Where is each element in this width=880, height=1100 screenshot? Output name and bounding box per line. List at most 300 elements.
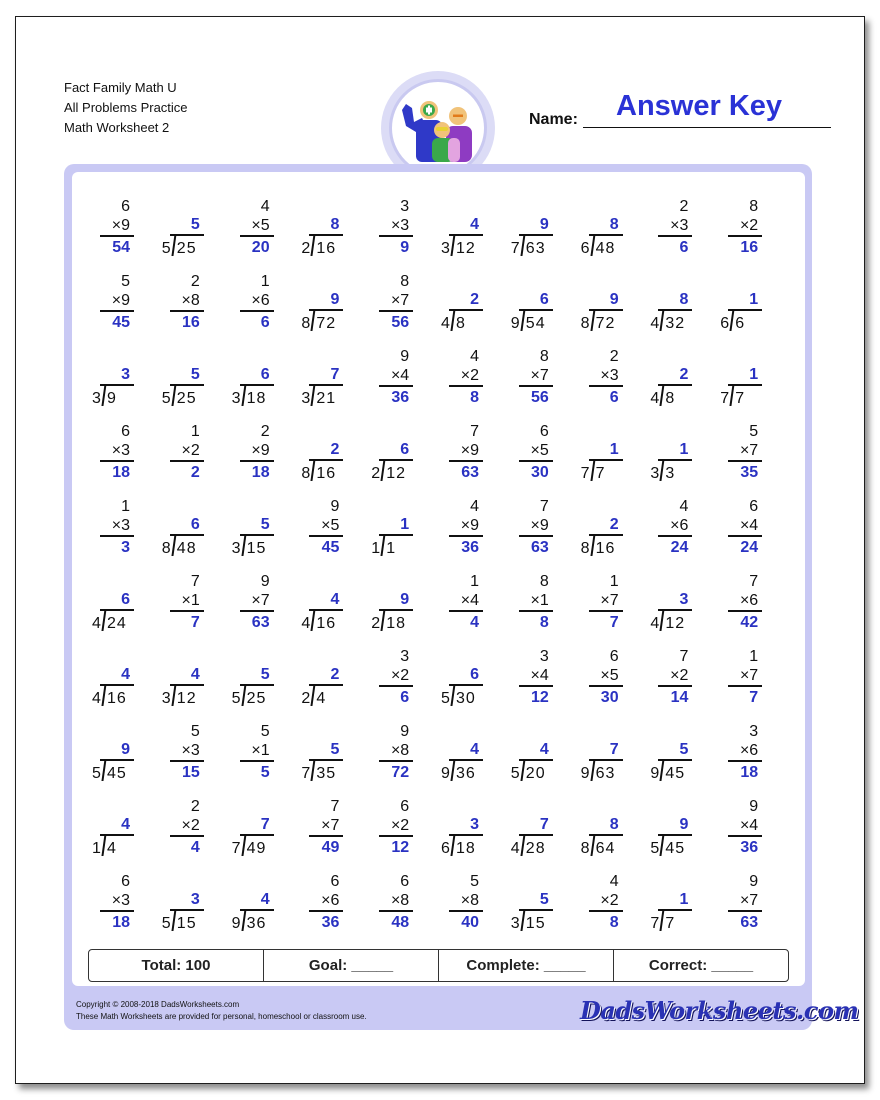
problem-cell: [425, 247, 495, 332]
answer-key-label: Answer Key: [616, 90, 783, 122]
answer: 36: [321, 914, 340, 931]
answer-line: [170, 310, 204, 312]
factor-b: [112, 291, 130, 310]
answer: 6: [609, 389, 619, 406]
divisor: 7: [650, 915, 660, 932]
problem-cell: [216, 847, 286, 932]
problem-cell: [216, 322, 286, 407]
answer-line: [728, 760, 762, 762]
problem-cell: [216, 547, 286, 631]
factor-a: 9: [749, 798, 759, 815]
quotient-answer: 3: [190, 891, 200, 908]
dividend: 9: [107, 390, 117, 407]
factor-b-value: 7: [609, 592, 619, 609]
problem-cell: [565, 172, 635, 257]
answer-line: [170, 610, 204, 612]
times-sign: ×: [181, 292, 191, 309]
dividend: 36: [456, 765, 476, 782]
divisor: 3: [441, 240, 450, 257]
family-icon: [392, 82, 484, 174]
factor-b-value: 8: [190, 292, 200, 309]
problem-cell: [704, 622, 774, 706]
quotient-answer: 6: [400, 441, 410, 458]
divisor: 4: [301, 615, 311, 632]
times-sign: ×: [530, 517, 540, 534]
factor-a: 6: [121, 873, 130, 890]
answer: 45: [112, 314, 130, 331]
divisor: 8: [580, 540, 590, 557]
answer-line: [519, 610, 553, 612]
factor-b-value: 5: [330, 517, 340, 534]
factor-b-value: 7: [539, 367, 549, 384]
quotient-answer: 6: [539, 291, 549, 308]
complete-field[interactable]: Complete: _____: [439, 950, 614, 981]
problem-cell: [495, 622, 565, 706]
factor-b-value: 1: [190, 592, 200, 609]
problem-cell: [425, 472, 495, 556]
factor-b-value: 6: [749, 592, 759, 609]
times-sign: ×: [111, 517, 122, 534]
answer: 4: [190, 839, 200, 856]
factor-b: [251, 291, 269, 310]
quotient-answer: 4: [330, 591, 340, 608]
divisor: 4: [92, 615, 101, 632]
division-bracket: [241, 909, 246, 931]
times-sign: ×: [390, 892, 401, 909]
problem-cell: [216, 772, 286, 857]
problem-cell: [495, 172, 565, 257]
correct-field[interactable]: Correct: _____: [648, 957, 754, 974]
answer: 56: [391, 314, 410, 331]
quotient-answer: 7: [609, 741, 619, 758]
factor-b: [112, 216, 130, 235]
factor-b-value: 2: [400, 667, 410, 684]
goal-field[interactable]: Goal: _____: [264, 950, 439, 981]
answer: 35: [740, 464, 759, 481]
factor-a: 8: [539, 573, 549, 590]
quotient-answer: 1: [749, 366, 759, 383]
answer: 6: [679, 239, 689, 256]
factor-a: 1: [609, 573, 619, 590]
dividend: 18: [456, 840, 476, 857]
problem-cell: [565, 472, 635, 557]
answer: 12: [391, 839, 410, 856]
answer-line: [728, 460, 762, 462]
divisor: 8: [580, 840, 590, 857]
answer-line: [309, 535, 343, 537]
problem-cell: [565, 697, 635, 782]
times-sign: ×: [181, 817, 191, 834]
dividend: 45: [665, 840, 686, 857]
dividend: 8: [456, 315, 466, 332]
dividend: 48: [176, 540, 197, 557]
problem-cell: [634, 172, 704, 256]
answer: 40: [461, 914, 479, 931]
quotient-answer: 5: [190, 216, 200, 233]
problem-cell: [495, 472, 565, 556]
factor-b: [391, 216, 409, 235]
divisor: 4: [650, 390, 660, 407]
divisor: 6: [720, 315, 730, 332]
problem-cell: [355, 397, 425, 482]
answer: 48: [391, 914, 410, 931]
problem-cell: [285, 247, 355, 332]
factor-a: 5: [121, 273, 130, 290]
name-field[interactable]: [583, 127, 831, 128]
divisor: 2: [371, 615, 381, 632]
quotient-answer: 4: [539, 741, 549, 758]
problem-cell: [704, 697, 774, 781]
factor-a: 7: [470, 423, 479, 440]
problem-cell: [355, 247, 425, 331]
divisor: 7: [720, 390, 730, 407]
answer-line: [170, 760, 204, 762]
answer-line: [379, 685, 413, 687]
times-sign: ×: [390, 667, 401, 684]
quotient-answer: 9: [539, 216, 549, 233]
quotient-answer: 3: [470, 816, 479, 833]
problem-cell: [495, 397, 565, 481]
answer-line: [728, 235, 762, 237]
factor-b: [461, 366, 479, 385]
problem-cell: [146, 472, 216, 557]
factor-b-value: 1: [260, 742, 270, 759]
factor-b-value: 2: [190, 442, 200, 459]
factor-b: [461, 441, 479, 460]
problem-cell: [565, 547, 635, 631]
answer-line: [589, 685, 623, 687]
divisor: 4: [441, 315, 450, 332]
answer: 45: [321, 539, 340, 556]
answer-line: [240, 610, 274, 612]
dividend: 6: [735, 315, 746, 332]
factor-a: 6: [400, 873, 410, 890]
factor-b: [321, 891, 339, 910]
factor-b-value: 3: [679, 217, 689, 234]
title-line-2: All Problems Practice: [64, 100, 188, 115]
factor-b: [531, 666, 549, 685]
divisor: 5: [231, 690, 241, 707]
divisor: 2: [371, 465, 381, 482]
quotient-answer: 9: [330, 291, 340, 308]
answer-line: [449, 535, 483, 537]
factor-a: 4: [260, 198, 270, 215]
factor-b-value: 9: [121, 217, 130, 234]
dividend: 16: [316, 240, 337, 257]
answer-line: [170, 460, 204, 462]
factor-b: [391, 291, 409, 310]
dividend: 16: [316, 615, 337, 632]
dividend: 35: [316, 765, 337, 782]
times-sign: ×: [600, 667, 610, 684]
factor-b: [251, 741, 269, 760]
problem-cell: [355, 172, 425, 256]
factor-b-value: 7: [260, 592, 270, 609]
problem-cell: [634, 322, 704, 407]
factor-a: 9: [749, 873, 759, 890]
factor-b: [182, 591, 200, 610]
factor-b: [531, 516, 549, 535]
quotient-answer: 4: [470, 741, 479, 758]
factor-a: 6: [121, 198, 130, 215]
problem-cell: [355, 547, 425, 632]
problem-cell: [285, 472, 355, 556]
factor-a: 5: [749, 423, 759, 440]
times-sign: ×: [390, 292, 401, 309]
quotient-answer: 6: [121, 591, 130, 608]
problem-cell: [704, 772, 774, 856]
quotient-answer: 7: [330, 366, 340, 383]
answer-line: [519, 535, 553, 537]
factor-b: [182, 441, 200, 460]
times-sign: ×: [111, 292, 122, 309]
problem-cell: [495, 547, 565, 631]
divisor: 1: [92, 840, 101, 857]
quotient-answer: 4: [260, 891, 270, 908]
answer-line: [449, 910, 483, 912]
factor-b-value: 9: [470, 442, 479, 459]
dividend: 25: [246, 690, 267, 707]
quotient-answer: 2: [330, 666, 340, 683]
problem-cell: [704, 247, 774, 332]
answer-line: [379, 835, 413, 837]
quotient-answer: 8: [330, 216, 340, 233]
answer-line: [519, 385, 553, 387]
problem-cell: [634, 847, 704, 932]
quotient-answer: 4: [190, 666, 200, 683]
factor-a: 4: [470, 498, 479, 515]
problem-cell: [355, 697, 425, 781]
answer: 9: [400, 239, 410, 256]
factor-b: [321, 516, 339, 535]
factor-a: 4: [679, 498, 689, 515]
problem-cell: [425, 697, 495, 782]
dividend: 45: [107, 765, 127, 782]
dividend: 36: [246, 915, 267, 932]
factor-b: [461, 591, 479, 610]
quotient-answer: 7: [539, 816, 549, 833]
dividend: 8: [665, 390, 676, 407]
times-sign: ×: [530, 367, 540, 384]
problem-cell: [76, 472, 146, 556]
factor-b-value: 2: [749, 217, 759, 234]
quotient-answer: 4: [121, 816, 130, 833]
factor-a: 9: [400, 723, 410, 740]
times-sign: ×: [739, 817, 750, 834]
factor-a: 4: [470, 348, 479, 365]
factor-a: 3: [400, 198, 410, 215]
quotient-answer: 4: [470, 216, 479, 233]
divisor: 7: [580, 465, 590, 482]
problem-cell: [704, 322, 774, 407]
factor-b: [391, 741, 409, 760]
problem-cell: [634, 772, 704, 857]
problem-cell: [704, 172, 774, 256]
title-line-1: Fact Family Math U: [64, 80, 177, 95]
quotient-answer: 6: [190, 516, 200, 533]
factor-a: 6: [539, 423, 549, 440]
problem-cell: [355, 472, 425, 557]
factor-b: [531, 441, 549, 460]
factor-a: 1: [121, 498, 130, 515]
answer: 63: [531, 539, 549, 556]
problem-cell: [634, 697, 704, 782]
times-sign: ×: [321, 517, 331, 534]
answer-line: [449, 460, 483, 462]
dividend: 64: [595, 840, 616, 857]
factor-b-value: 2: [679, 667, 689, 684]
problem-cell: [634, 247, 704, 332]
divisor: 3: [161, 690, 171, 707]
times-sign: ×: [321, 817, 331, 834]
division-bracket: [171, 909, 176, 931]
times-sign: ×: [670, 667, 680, 684]
divisor: 6: [580, 240, 590, 257]
score-summary: [88, 949, 789, 982]
answer: 4: [470, 614, 479, 631]
answer-line: [589, 610, 623, 612]
problem-cell: [355, 772, 425, 856]
title-line-3: Math Worksheet 2: [64, 120, 170, 135]
problem-cell: [425, 772, 495, 857]
times-sign: ×: [181, 442, 191, 459]
divisor: 5: [441, 690, 450, 707]
quotient-answer: 8: [609, 816, 619, 833]
dividend: 15: [246, 540, 267, 557]
dividend: 16: [595, 540, 616, 557]
times-sign: ×: [600, 892, 610, 909]
answer: 7: [749, 689, 759, 706]
problem-cell: [704, 472, 774, 556]
factor-b: [600, 366, 618, 385]
problem-cell: [146, 697, 216, 781]
answer-line: [728, 910, 762, 912]
factor-b: [740, 816, 758, 835]
quotient-answer: 6: [470, 666, 479, 683]
problem-cell: [285, 847, 355, 931]
problem-cell: [146, 247, 216, 331]
answer-line: [728, 835, 762, 837]
answer: 20: [251, 239, 270, 256]
dividend: 54: [525, 315, 546, 332]
problem-cell: [216, 247, 286, 331]
factor-b-value: 4: [539, 667, 549, 684]
factor-b-value: 3: [121, 517, 130, 534]
factor-a: 1: [749, 648, 759, 665]
divisor: 9: [580, 765, 590, 782]
problem-cell: [425, 397, 495, 481]
factor-b-value: 6: [330, 892, 340, 909]
times-sign: ×: [251, 442, 261, 459]
answer-line: [449, 610, 483, 612]
factor-b-value: 9: [260, 442, 270, 459]
factor-a: 2: [679, 198, 689, 215]
quotient-answer: 3: [121, 366, 130, 383]
times-sign: ×: [530, 667, 540, 684]
dividend: 25: [176, 390, 197, 407]
factor-b: [391, 666, 409, 685]
problem-cell: [285, 547, 355, 632]
times-sign: ×: [739, 592, 750, 609]
factor-a: 7: [749, 573, 759, 590]
factor-b: [740, 516, 758, 535]
divisor: 9: [650, 765, 660, 782]
divisor: 4: [92, 690, 101, 707]
factor-b-value: 8: [400, 892, 410, 909]
answer: 6: [400, 689, 410, 706]
factor-b: [740, 591, 758, 610]
factor-a: 7: [190, 573, 200, 590]
answer-line: [100, 535, 134, 537]
problem-cell: [285, 322, 355, 407]
problem-cell: [76, 697, 146, 782]
problem-cell: [495, 322, 565, 406]
times-sign: ×: [460, 367, 471, 384]
answer-line: [100, 460, 134, 462]
problem-cell: [146, 172, 216, 257]
answer: 8: [539, 614, 549, 631]
divisor: 3: [231, 390, 241, 407]
divisor: 3: [231, 540, 241, 557]
divisor: 2: [301, 690, 311, 707]
answer: 18: [740, 764, 759, 781]
quotient-answer: 2: [609, 516, 619, 533]
problem-cell: [425, 322, 495, 406]
answer: 56: [531, 389, 549, 406]
problem-cell: [146, 847, 216, 932]
answer: 63: [740, 914, 759, 931]
quotient-answer: 3: [679, 591, 689, 608]
times-sign: ×: [390, 367, 401, 384]
answer: 54: [112, 239, 130, 256]
divisor: 5: [650, 840, 660, 857]
dividend: 72: [316, 315, 337, 332]
answer-line: [170, 835, 204, 837]
dividend: 16: [316, 465, 337, 482]
times-sign: ×: [251, 217, 261, 234]
times-sign: ×: [460, 892, 471, 909]
times-sign: ×: [739, 217, 750, 234]
factor-b-value: 4: [400, 367, 410, 384]
answer-line: [309, 835, 343, 837]
factor-b: [740, 891, 758, 910]
answer: 12: [531, 689, 549, 706]
problem-cell: [495, 847, 565, 932]
answer: 16: [740, 239, 759, 256]
answer: 24: [670, 539, 689, 556]
quotient-answer: 9: [400, 591, 410, 608]
factor-b-value: 3: [121, 892, 130, 909]
problem-cell: [76, 772, 146, 857]
problem-cell: [565, 622, 635, 706]
factor-b-value: 7: [400, 292, 410, 309]
factor-b-value: 9: [470, 517, 479, 534]
factor-b: [670, 666, 688, 685]
problem-cell: [146, 322, 216, 407]
factor-a: 8: [749, 198, 759, 215]
factor-b-value: 1: [539, 592, 549, 609]
dividend: 7: [735, 390, 746, 407]
times-sign: ×: [390, 817, 401, 834]
answer: 42: [740, 614, 759, 631]
problem-cell: [565, 772, 635, 857]
factor-b-value: 4: [749, 517, 759, 534]
factor-b-value: 7: [749, 667, 759, 684]
answer: 72: [391, 764, 410, 781]
divisor: 3: [92, 390, 101, 407]
times-sign: ×: [739, 742, 750, 759]
answer: 3: [121, 539, 130, 556]
